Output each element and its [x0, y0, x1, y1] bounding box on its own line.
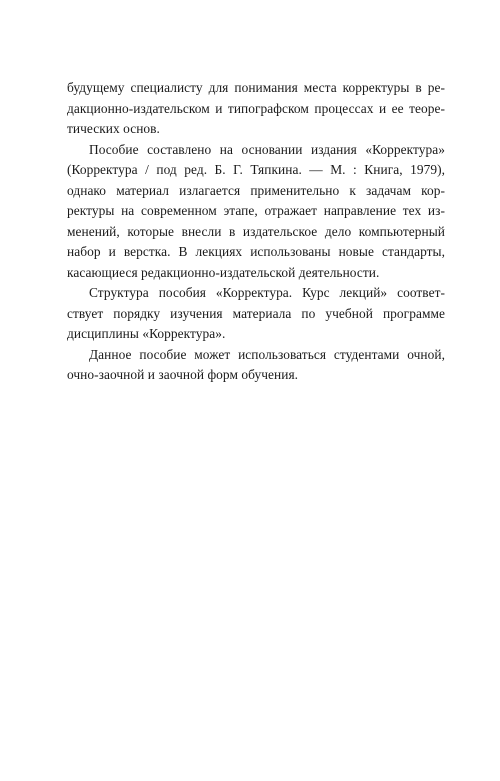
body-text [67, 78, 445, 386]
text-line: Пособие составлено на основании издания «Корректура» [89, 141, 445, 157]
text-line: тических основ. [67, 121, 160, 136]
paragraph-3 [67, 283, 445, 345]
text-line: дакционно-издательском и типографском процессах и ее теоре- [67, 100, 445, 116]
paragraph-2 [67, 140, 445, 284]
text-line: ствует порядку изучения материала по учебной программе [67, 305, 445, 321]
text-line: дисциплины «Корректура». [67, 326, 226, 341]
text-line: касающиеся редакционно-издательской деятельности. [67, 264, 380, 280]
text-line: менений, которые внесли в издательское дело компьютерный [67, 223, 445, 239]
text-line: однако материал излагается применительно к задачам кор- [67, 182, 445, 198]
text-line: ректуры на современном этапе, отражает направление тех из- [67, 203, 445, 218]
text-line: очно-заочной и заочной форм обучения. [67, 367, 299, 382]
text-line: (Корректура / под ред. Б. Г. Тяпкина. — М. : Книга, 1979), [67, 162, 445, 177]
paragraph-1 [67, 78, 445, 140]
paragraph-4 [67, 345, 445, 386]
text-line: будущему специалисту для понимания места корректуры в ре- [67, 80, 445, 95]
text-line: Данное пособие может использоваться студентами очной, [89, 346, 445, 362]
text-line: набор и верстка. В лекциях использованы новые стандарты, [67, 244, 445, 259]
text-line: Структура пособия «Корректура. Курс лекций» соответ- [89, 285, 445, 300]
